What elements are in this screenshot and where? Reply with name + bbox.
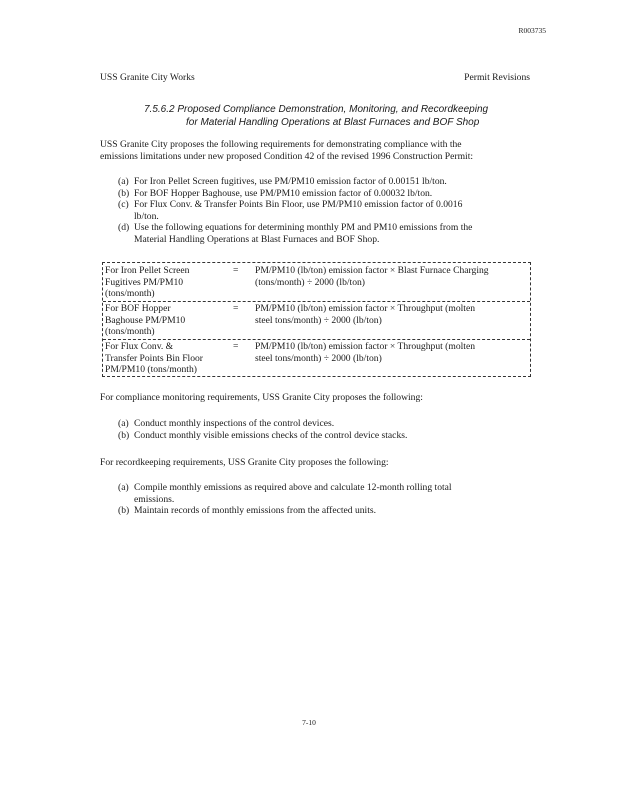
list-item-text: Conduct monthly inspections of the control devices. — [134, 418, 335, 429]
list-item-text: Conduct monthly visible emissions checks of the control device stacks. — [134, 429, 408, 441]
page-number: 7-10 — [302, 718, 316, 727]
section-heading-line2: for Material Handling Operations at Blast Furnaces and BOF Shop — [186, 117, 480, 128]
equation-right-line: (tons/month) ÷ 2000 (lb/ton) — [255, 276, 365, 288]
list-item-text: Use the following equations for determining monthly PM and PM10 emissions from the — [134, 222, 473, 233]
list-item-text: Maintain records of monthly emissions from the affected units. — [134, 505, 377, 516]
list-marker: (c) — [118, 199, 129, 210]
list-marker: (a) — [118, 418, 129, 429]
equals-sign: = — [233, 265, 239, 276]
list-item-text: Material Handling Operations at Blast Furnaces and BOF Shop. — [134, 233, 380, 245]
monitoring-intro: For compliance monitoring requirements, USS Granite City proposes the following: — [100, 392, 423, 403]
equation-right — [255, 265, 525, 288]
equation-left-line: For BOF Hopper — [105, 303, 171, 314]
equation-row — [103, 339, 530, 377]
header-left: USS Granite City Works — [100, 72, 195, 83]
list-marker: (b) — [118, 505, 130, 516]
list-item-text: emissions. — [134, 493, 175, 505]
equation-right-line: steel tons/month) ÷ 2000 (lb/ton) — [255, 352, 382, 364]
equation-right — [255, 341, 525, 364]
equation-left-line: (tons/month) — [105, 326, 155, 337]
list-item-text: lb/ton. — [134, 210, 159, 222]
equation-left-line: (tons/month) — [105, 288, 155, 299]
equation-right-line: PM/PM10 (lb/ton) emission factor × Throughput (molten — [255, 303, 476, 314]
equation-left-line: For Flux Conv. & — [105, 341, 174, 352]
equation-left — [105, 341, 228, 376]
list-marker: (b) — [118, 187, 130, 199]
list-item — [118, 418, 538, 430]
list-marker: (d) — [118, 222, 130, 233]
section-heading-line1: 7.5.6.2 Proposed Compliance Demonstration, Monitoring, and Recordkeeping — [144, 104, 489, 115]
equation-right-line: PM/PM10 (lb/ton) emission factor × Blast Furnace Charging — [255, 265, 489, 276]
equation-right-line: PM/PM10 (lb/ton) emission factor × Throughput (molten — [255, 341, 476, 352]
list-item — [118, 222, 538, 245]
equation-left-line: PM/PM10 (tons/month) — [105, 364, 197, 375]
list-item — [118, 505, 538, 517]
list-item — [118, 188, 538, 200]
list-item — [118, 482, 538, 505]
recordkeeping-list — [118, 482, 538, 517]
intro-paragraph — [100, 139, 540, 163]
list-item — [118, 199, 538, 222]
equations-box — [102, 262, 531, 377]
list-item-text: For BOF Hopper Baghouse, use PM/PM10 emission factor of 0.00032 lb/ton. — [134, 187, 433, 199]
intro-line: emissions limitations under new proposed Condition 42 of the revised 1996 Construction Permit: — [100, 151, 474, 162]
recordkeeping-intro: For recordkeeping requirements, USS Granite City proposes the following: — [100, 457, 389, 468]
equation-left-line: Transfer Points Bin Floor — [105, 352, 203, 364]
equation-row — [103, 265, 530, 301]
equation-left — [105, 265, 228, 300]
equation-right — [255, 303, 525, 326]
intro-line: USS Granite City proposes the following requirements for demonstrating compliance with the — [100, 139, 462, 150]
equals-sign: = — [233, 341, 239, 352]
equals-sign: = — [233, 303, 239, 314]
equation-left — [105, 303, 228, 338]
list-item-text: Compile monthly emissions as required above and calculate 12-month rolling total — [134, 482, 452, 493]
list-item-text: For Iron Pellet Screen fugitives, use PM/PM10 emission factor of 0.00151 lb/ton. — [134, 176, 447, 187]
equation-row — [103, 301, 530, 340]
equation-right-line: steel tons/month) ÷ 2000 (lb/ton) — [255, 314, 382, 326]
equation-left-line: Baghouse PM/PM10 — [105, 314, 186, 326]
list-item — [118, 176, 538, 188]
list-item-text: For Flux Conv. & Transfer Points Bin Floor, use PM/PM10 emission factor of 0.0016 — [134, 199, 463, 210]
requirements-list — [118, 176, 538, 245]
document-id: R003735 — [518, 26, 546, 35]
monitoring-list — [118, 418, 538, 441]
list-marker: (b) — [118, 429, 130, 441]
equation-left-line: Fugitives PM/PM10 — [105, 276, 184, 288]
header-right: Permit Revisions — [464, 72, 530, 83]
equation-left-line: For Iron Pellet Screen — [105, 265, 190, 276]
list-item — [118, 430, 538, 442]
list-marker: (a) — [118, 482, 129, 493]
list-marker: (a) — [118, 176, 129, 187]
